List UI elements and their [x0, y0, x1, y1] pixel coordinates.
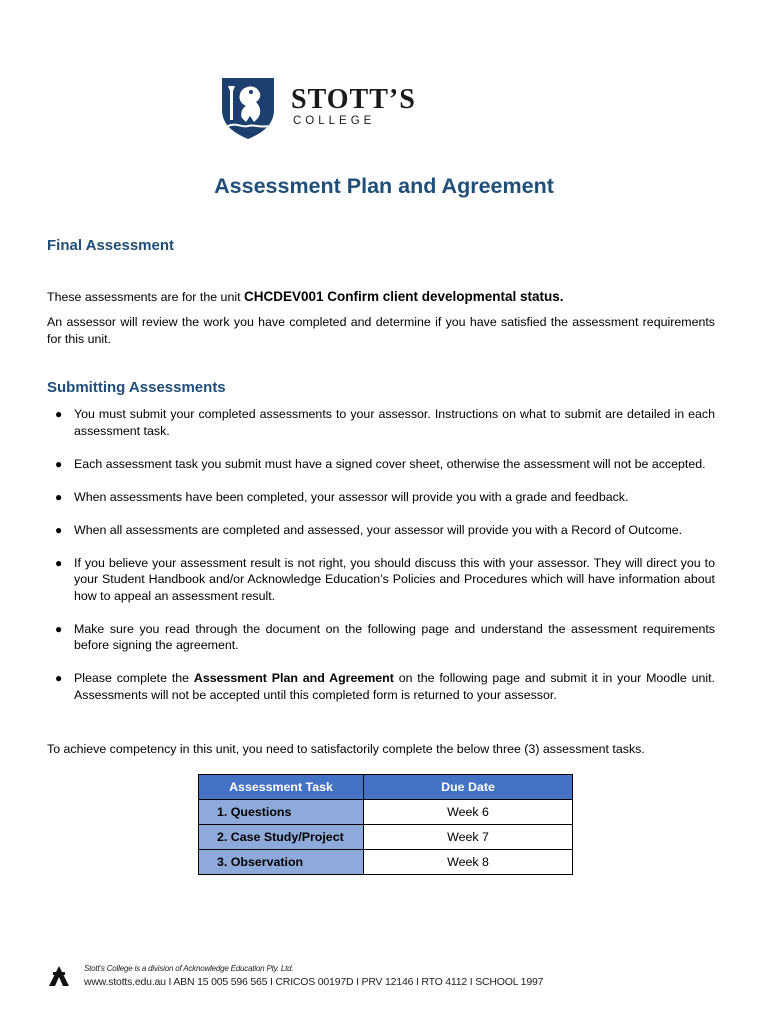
final-assessment-heading: Final Assessment [47, 237, 174, 254]
assessment-tasks-table [198, 774, 573, 875]
logo-name: STOTT’S [291, 84, 416, 115]
column-header-due-date: Due Date [364, 775, 573, 800]
list-item [47, 406, 715, 439]
unit-statement [47, 289, 715, 306]
bullet-dot-icon: ● [55, 671, 63, 685]
due-date-cell: Week 8 [364, 850, 573, 875]
list-item-text: If you believe your assessment result is not right, you should discuss this with your assessor. They will direct you to your Student Handbook and/or Acknowledge Education’s Policies and Procedures which will have information about how to appeal an assessment result. [74, 555, 715, 603]
due-date-cell: Week 7 [364, 825, 573, 850]
list-item-text: When all assessments are completed and assessed, your assessor will provide you with a Record of Outcome. [74, 522, 683, 537]
logo-subtitle: COLLEGE [293, 115, 376, 127]
task-cell: 1. Questions [199, 800, 364, 825]
column-header-task: Assessment Task [199, 775, 364, 800]
bullet-dot-icon: ● [55, 407, 63, 421]
list-item-text-post: on the following page and submit it in your Moodle unit. Assessments will not be accepted until this completed form is returned to your assessor. [74, 671, 715, 702]
table-header-row [199, 775, 573, 800]
unit-intro-text: These assessments are for the unit [47, 290, 244, 304]
task-cell: 2. Case Study/Project [199, 825, 364, 850]
page-footer [47, 962, 547, 992]
table-row [199, 850, 573, 875]
table-row [199, 825, 573, 850]
college-logo [218, 72, 458, 144]
page-title: Assessment Plan and Agreement [214, 174, 554, 198]
unit-name: CHCDEV001 Confirm client developmental status. [243, 289, 564, 304]
list-item-text-pre: Please complete the [74, 671, 194, 685]
list-item [47, 489, 715, 506]
bullet-dot-icon: ● [55, 456, 63, 471]
due-date-cell: Week 6 [364, 800, 573, 825]
review-paragraph: An assessor will review the work you have completed and determine if you have satisfied the assessment requirements for this unit. [47, 315, 715, 346]
list-item-text: Each assessment task you submit must have a signed cover sheet, otherwise the assessment will not be accepted. [74, 456, 706, 471]
list-item-text: Make sure you read through the document on the following page and understand the assessment requirements before signing the agreement. [74, 621, 715, 652]
lion-shield-icon [220, 76, 276, 140]
bullet-dot-icon: ● [55, 555, 63, 570]
list-item-text-bold: Assessment Plan and Agreement [193, 671, 394, 685]
acknowledge-a-icon [47, 964, 71, 988]
list-item [47, 670, 715, 703]
submission-rules-list [47, 406, 715, 720]
list-item-text: When assessments have been completed, your assessor will provide you with a grade and feedback. [74, 489, 629, 504]
competency-statement: To achieve competency in this unit, you need to satisfactorily complete the below three (3) assessment tasks. [47, 742, 645, 756]
submitting-assessments-heading: Submitting Assessments [47, 379, 226, 396]
footer-division-text: Stott’s College is a division of Acknowledge Education Pty. Ltd. [84, 964, 294, 973]
list-item [47, 621, 715, 654]
bullet-dot-icon: ● [55, 621, 63, 636]
list-item [47, 555, 715, 605]
list-item [47, 456, 715, 473]
list-item [47, 522, 715, 539]
bullet-dot-icon: ● [55, 522, 63, 537]
bullet-dot-icon: ● [55, 489, 63, 504]
list-item-text: You must submit your completed assessments to your assessor. Instructions on what to submit are detailed in each assessment task. [74, 407, 715, 438]
task-cell: 3. Observation [199, 850, 364, 875]
footer-details-text: www.stotts.edu.au I ABN 15 005 596 565 I CRICOS 00197D I PRV 12146 I RTO 4112 I SCHOOL 1997 [84, 976, 544, 988]
table-row [199, 800, 573, 825]
